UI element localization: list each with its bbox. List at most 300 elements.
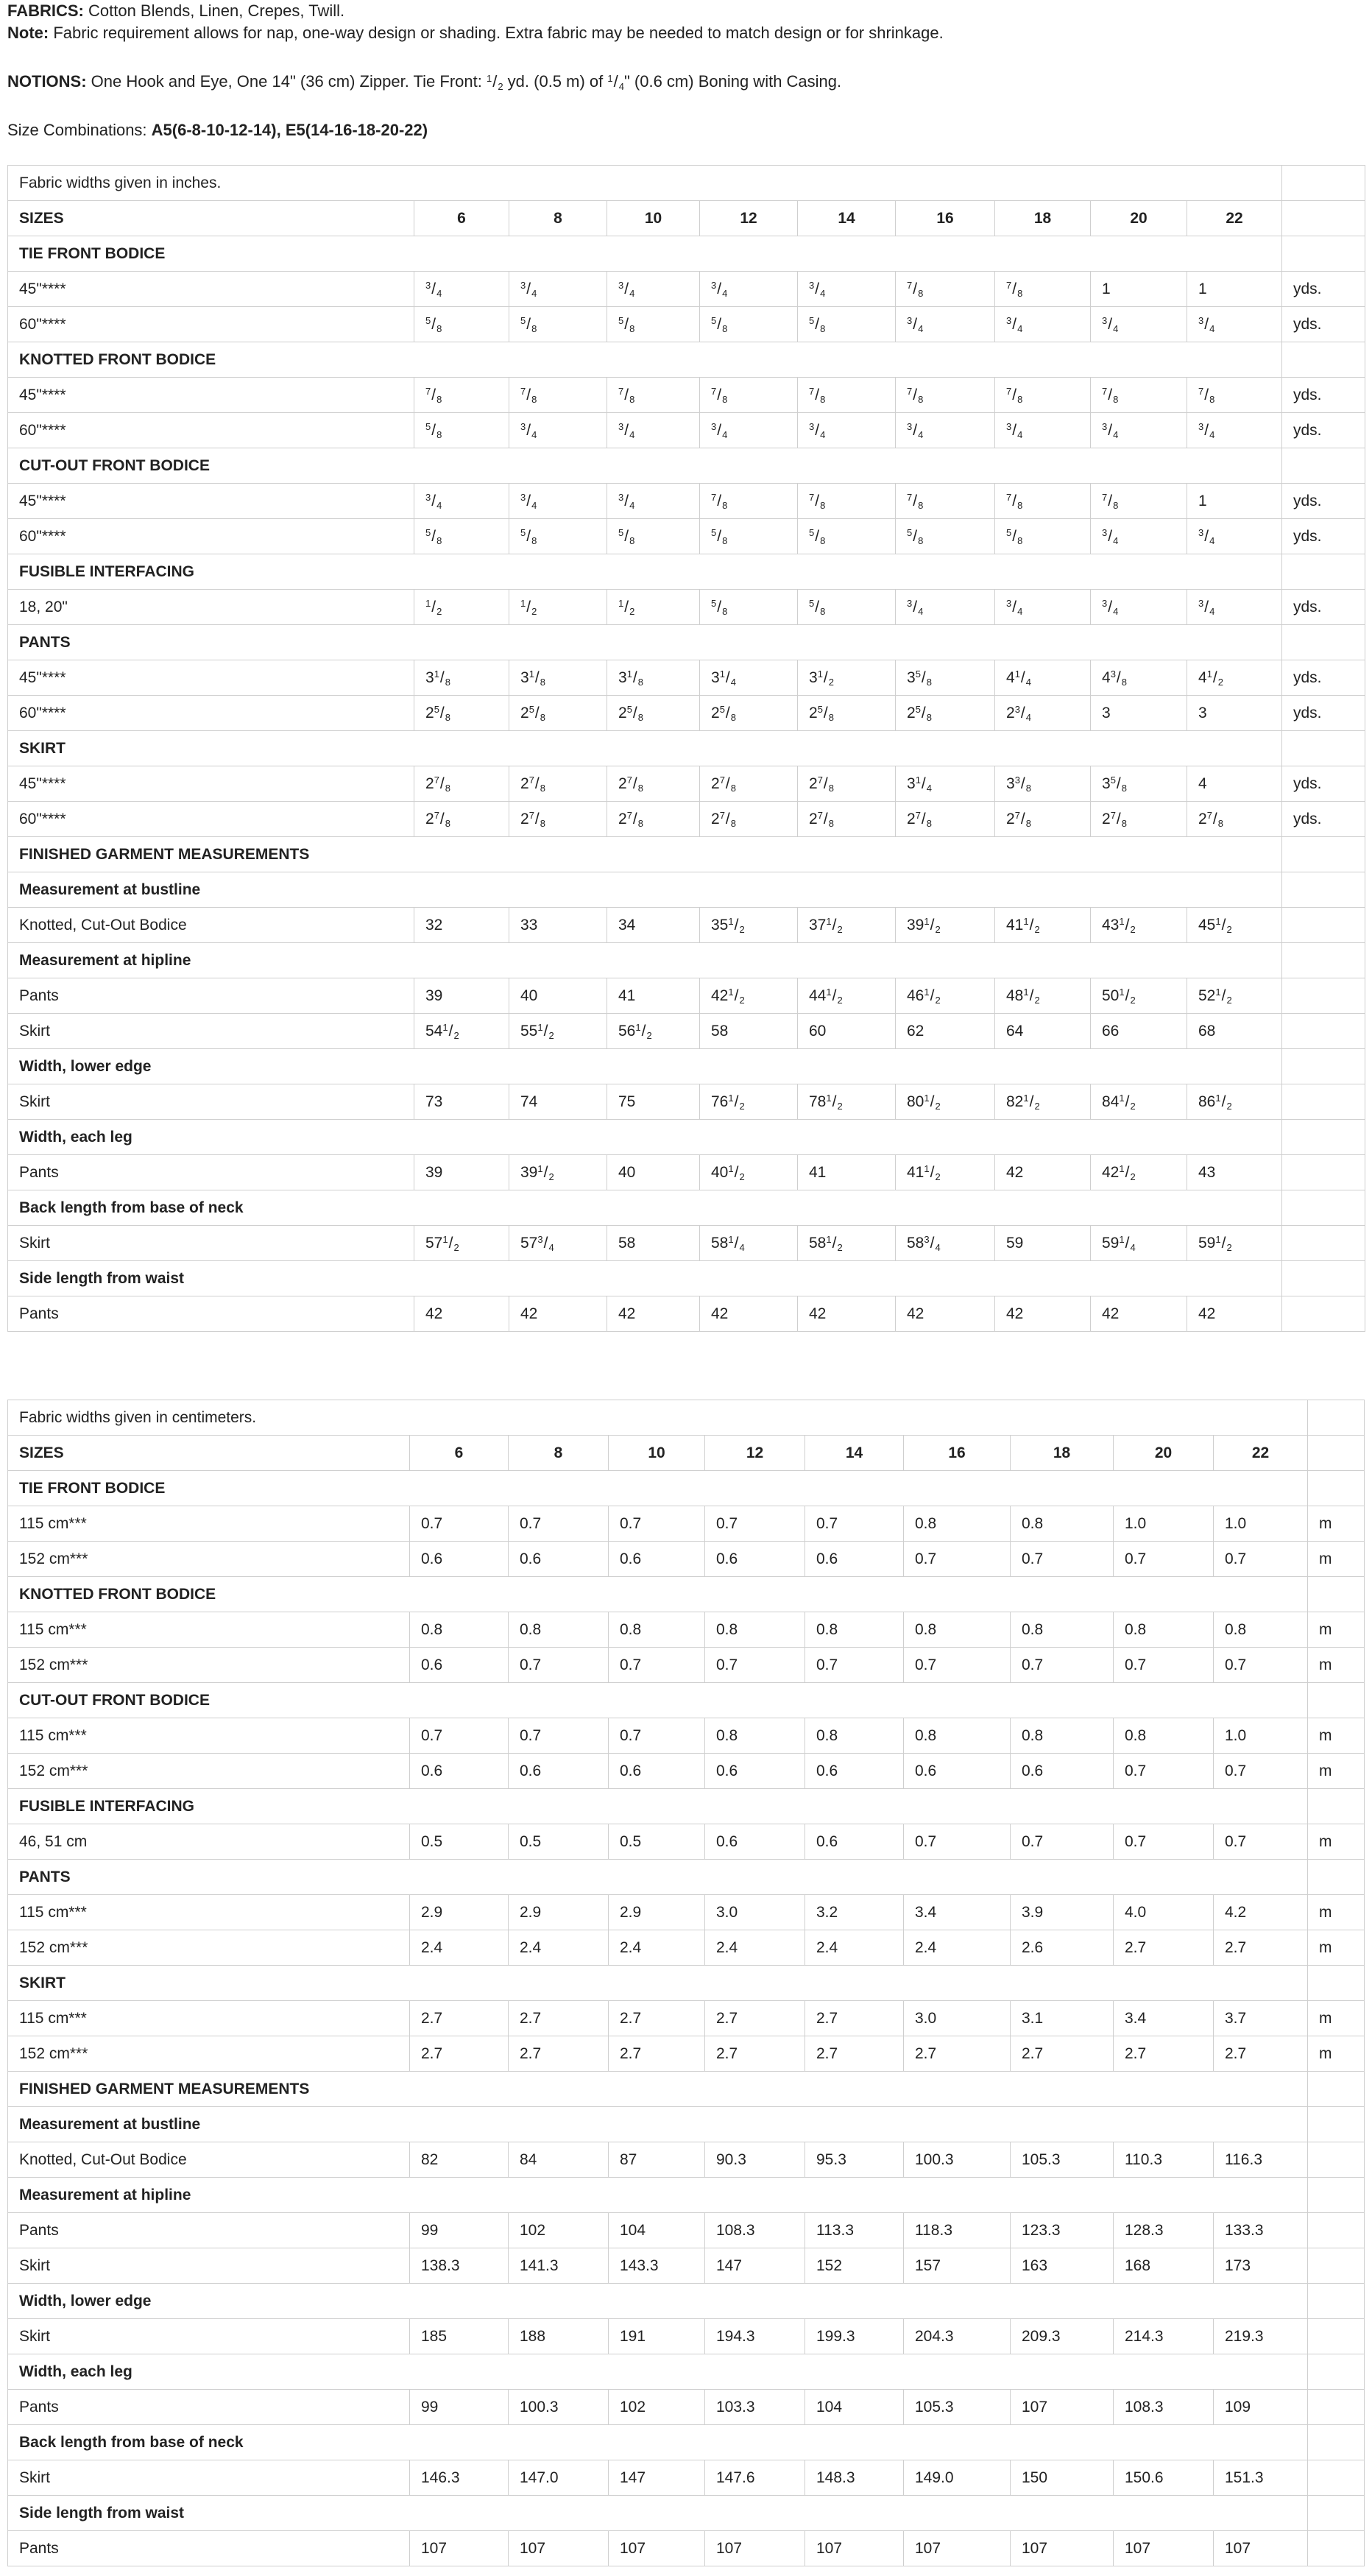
table-cell: $^7/_8$: [509, 378, 607, 413]
table-unit-blank: [1282, 448, 1365, 484]
table-unit-blank: [1308, 1860, 1365, 1895]
table-cell: 0.6: [805, 1824, 904, 1860]
table-cell: $^3/_4$: [798, 272, 896, 307]
table-cell: 0.6: [705, 1824, 805, 1860]
table-cell: $3^1/_4$: [896, 766, 995, 802]
section-title: Back length from base of neck: [8, 2425, 1308, 2460]
table-cell: $82^1/_2$: [995, 1084, 1091, 1120]
table-cell: $3^5/_8$: [1091, 766, 1187, 802]
table-cell: $3^1/_4$: [700, 660, 798, 696]
table-cell: 147: [609, 2460, 705, 2496]
table-cell: 2.7: [1114, 2036, 1214, 2072]
table-cell: $35^1/_2$: [700, 908, 798, 943]
table-cell: 194.3: [705, 2319, 805, 2354]
table-row: [8, 908, 1365, 943]
table-cell: $^3/_4$: [896, 413, 995, 448]
table-cell: 3.0: [904, 2001, 1011, 2036]
table-cell: $41^1/_2$: [896, 1155, 995, 1190]
table-cell: $45^1/_2$: [1187, 908, 1282, 943]
table-cell: $^3/_4$: [509, 413, 607, 448]
table-row: [8, 2142, 1365, 2178]
table-cell: 82: [410, 2142, 509, 2178]
unit-label: yds.: [1282, 307, 1365, 342]
table-cell: $^3/_4$: [414, 484, 509, 519]
table-cell: 0.6: [1011, 1754, 1114, 1789]
table-cell: $^5/_8$: [700, 519, 798, 554]
row-label: Pants: [8, 1155, 414, 1190]
section-row: [8, 1577, 1365, 1612]
table-cell: 3.9: [1011, 1895, 1114, 1930]
size-header-12: 12: [705, 1436, 805, 1471]
table-cell: 204.3: [904, 2319, 1011, 2354]
table-cell: 3.4: [904, 1895, 1011, 1930]
row-label: 60"****: [8, 307, 414, 342]
table-cell: 0.6: [805, 1542, 904, 1577]
table-unit-blank: [1308, 2107, 1365, 2142]
table-cell: $2^7/_8$: [798, 766, 896, 802]
table-cell: 0.6: [410, 1754, 509, 1789]
table-cell: $2^5/_8$: [509, 696, 607, 731]
table-cell: 0.7: [609, 1718, 705, 1754]
unit-label: m: [1308, 2036, 1365, 2072]
size-header-6: 6: [414, 201, 509, 236]
table-note: Fabric widths given in centimeters.: [8, 1400, 1308, 1436]
table-cell: 42: [414, 1296, 509, 1332]
section-title: CUT-OUT FRONT BODICE: [8, 1683, 1308, 1718]
table-cell: 104: [609, 2213, 705, 2248]
table-cell: 87: [609, 2142, 705, 2178]
table-cell: 0.6: [609, 1754, 705, 1789]
table-cell: 62: [896, 1014, 995, 1049]
table-cell: $84^1/_2$: [1091, 1084, 1187, 1120]
table-row: [8, 978, 1365, 1014]
table-row: [8, 2390, 1365, 2425]
table-cell: $^1/_2$: [414, 590, 509, 625]
table-cell: 0.8: [805, 1612, 904, 1648]
table-cell: 58: [607, 1226, 700, 1261]
table-unit-blank: [1308, 2354, 1365, 2390]
table-cell: $^5/_8$: [700, 590, 798, 625]
table-cell: 163: [1011, 2248, 1114, 2284]
table-cell: 3.1: [1011, 2001, 1114, 2036]
table-cell: 2.7: [1114, 1930, 1214, 1966]
table-unit-blank: [1282, 201, 1365, 236]
unit-label: m: [1308, 1542, 1365, 1577]
table-cell: $^3/_4$: [995, 590, 1091, 625]
table-cell: 1.0: [1214, 1506, 1308, 1542]
table-cell: $^7/_8$: [414, 378, 509, 413]
table-cell: $57^3/_4$: [509, 1226, 607, 1261]
section-row: [8, 1789, 1365, 1824]
table-cell: $^3/_4$: [1187, 307, 1282, 342]
table-cell: 173: [1214, 2248, 1308, 2284]
size-header-20: 20: [1114, 1436, 1214, 1471]
table-unit-blank: [1282, 1120, 1365, 1155]
pattern-intro: [0, 0, 1372, 141]
section-title: FUSIBLE INTERFACING: [8, 554, 1282, 590]
table-row: [8, 1226, 1365, 1261]
table-cell: 33: [509, 908, 607, 943]
row-label: Pants: [8, 1296, 414, 1332]
table-cell: 0.5: [609, 1824, 705, 1860]
table-cell: 0.6: [805, 1754, 904, 1789]
table-cell: $4^3/_8$: [1091, 660, 1187, 696]
table-cell: 107: [705, 2531, 805, 2566]
table-cell: 0.6: [509, 1542, 609, 1577]
table-cell: 0.7: [904, 1648, 1011, 1683]
table-unit-blank: [1308, 2531, 1365, 2566]
table-cell: 42: [1091, 1296, 1187, 1332]
section-row: [8, 2072, 1365, 2107]
table-row: [8, 696, 1365, 731]
table-unit-blank: [1308, 1577, 1365, 1612]
table-unit-blank: [1282, 1084, 1365, 1120]
table-cell: 41: [607, 978, 700, 1014]
table-cell: 42: [700, 1296, 798, 1332]
table-cell: 150.6: [1114, 2460, 1214, 2496]
unit-label: m: [1308, 2001, 1365, 2036]
table-row: [8, 1155, 1365, 1190]
table-cell: 0.7: [705, 1506, 805, 1542]
row-label: Knotted, Cut-Out Bodice: [8, 2142, 410, 2178]
table-cell: 42: [1187, 1296, 1282, 1332]
table-cell: 0.7: [509, 1648, 609, 1683]
section-row: [8, 837, 1365, 872]
table-cell: 0.7: [1214, 1648, 1308, 1683]
table-cell: 0.7: [1214, 1542, 1308, 1577]
section-title: Side length from waist: [8, 1261, 1282, 1296]
table-cell: 107: [1114, 2531, 1214, 2566]
table-unit-blank: [1308, 1400, 1365, 1436]
table-cell: $50^1/_2$: [1091, 978, 1187, 1014]
table-cell: $^3/_4$: [995, 307, 1091, 342]
table-cell: 0.8: [1114, 1718, 1214, 1754]
table-cell: 0.7: [1214, 1754, 1308, 1789]
table-cell: $2^7/_8$: [1187, 802, 1282, 837]
table-cell: $^5/_8$: [607, 307, 700, 342]
table-cell: $^3/_4$: [607, 484, 700, 519]
table-cell: $48^1/_2$: [995, 978, 1091, 1014]
table-cell: 0.8: [1114, 1612, 1214, 1648]
table-cell: 0.7: [509, 1506, 609, 1542]
table-cell: 42: [607, 1296, 700, 1332]
table-cell: 0.7: [509, 1718, 609, 1754]
table-cell: 147.0: [509, 2460, 609, 2496]
table-unit-blank: [1282, 1190, 1365, 1226]
table-row: [8, 1542, 1365, 1577]
unit-label: m: [1308, 1895, 1365, 1930]
table-cell: 209.3: [1011, 2319, 1114, 2354]
table-cell: 42: [798, 1296, 896, 1332]
row-label: Pants: [8, 978, 414, 1014]
table-cell: 43: [1187, 1155, 1282, 1190]
table-cell: 0.7: [1011, 1542, 1114, 1577]
table-cell: 34: [607, 908, 700, 943]
row-label: 18, 20": [8, 590, 414, 625]
table-cell: 107: [410, 2531, 509, 2566]
table-cell: $^3/_4$: [607, 272, 700, 307]
table-cell: $2^7/_8$: [509, 802, 607, 837]
table-cell: 0.7: [805, 1506, 904, 1542]
size-header-14: 14: [798, 201, 896, 236]
table-cell: $46^1/_2$: [896, 978, 995, 1014]
table-cell: 0.8: [609, 1612, 705, 1648]
section-row: [8, 1683, 1365, 1718]
table-cell: 3.7: [1214, 2001, 1308, 2036]
table-cell: 3: [1091, 696, 1187, 731]
row-label: 45"****: [8, 378, 414, 413]
section-row: [8, 2107, 1365, 2142]
table-cell: $^5/_8$: [414, 307, 509, 342]
table-cell: 90.3: [705, 2142, 805, 2178]
table-cell: 0.7: [705, 1648, 805, 1683]
table-cell: $^7/_8$: [798, 484, 896, 519]
section-title: SKIRT: [8, 731, 1282, 766]
table-unit-blank: [1282, 166, 1365, 201]
table-cell: $^3/_4$: [1187, 519, 1282, 554]
table-cell: $76^1/_2$: [700, 1084, 798, 1120]
table-unit-blank: [1282, 554, 1365, 590]
section-row: [8, 2354, 1365, 2390]
section-row: [8, 342, 1365, 378]
table-unit-blank: [1308, 1683, 1365, 1718]
table-cell: $^3/_4$: [607, 413, 700, 448]
table-cell: 128.3: [1114, 2213, 1214, 2248]
table-cell: $55^1/_2$: [509, 1014, 607, 1049]
table-cell: $59^1/_2$: [1187, 1226, 1282, 1261]
table-cell: $2^7/_8$: [607, 766, 700, 802]
section-title: TIE FRONT BODICE: [8, 1471, 1308, 1506]
table-cell: $^3/_4$: [1187, 590, 1282, 625]
table-cell: 133.3: [1214, 2213, 1308, 2248]
section-row: [8, 1049, 1365, 1084]
table-cell: $56^1/_2$: [607, 1014, 700, 1049]
section-title: Width, each leg: [8, 2354, 1308, 2390]
table-cell: $^5/_8$: [414, 413, 509, 448]
unit-label: m: [1308, 1612, 1365, 1648]
table-cell: 0.7: [1114, 1754, 1214, 1789]
table-cell: $2^7/_8$: [414, 802, 509, 837]
table-unit-blank: [1308, 2178, 1365, 2213]
table-cell: 118.3: [904, 2213, 1011, 2248]
size-header-18: 18: [1011, 1436, 1114, 1471]
section-row: [8, 625, 1365, 660]
table-unit-blank: [1308, 1789, 1365, 1824]
table-cell: 2.7: [705, 2036, 805, 2072]
row-label: Knotted, Cut-Out Bodice: [8, 908, 414, 943]
table-cell: 1: [1187, 272, 1282, 307]
table-cell: 148.3: [805, 2460, 904, 2496]
row-label: 46, 51 cm: [8, 1824, 410, 1860]
table-cell: 2.4: [509, 1930, 609, 1966]
table-row: [8, 1895, 1365, 1930]
table-row: [8, 2036, 1365, 2072]
table-cell: $3^1/_8$: [509, 660, 607, 696]
table-cell: $2^7/_8$: [607, 802, 700, 837]
size-header-12: 12: [700, 201, 798, 236]
table-cell: 2.7: [1214, 1930, 1308, 1966]
table-unit-blank: [1308, 2284, 1365, 2319]
size-header-14: 14: [805, 1436, 904, 1471]
table-cell: 0.8: [705, 1612, 805, 1648]
table-cell: $^5/_8$: [509, 307, 607, 342]
table-cell: 191: [609, 2319, 705, 2354]
table-unit-blank: [1308, 2425, 1365, 2460]
table-unit-blank: [1308, 1471, 1365, 1506]
table-cell: 3.0: [705, 1895, 805, 1930]
table-cell: 105.3: [1011, 2142, 1114, 2178]
table-cell: 39: [414, 978, 509, 1014]
table-cell: 0.8: [705, 1718, 805, 1754]
table-cell: $52^1/_2$: [1187, 978, 1282, 1014]
row-label: 45"****: [8, 660, 414, 696]
table-row: [8, 590, 1365, 625]
section-row: [8, 2178, 1365, 2213]
section-title: Measurement at bustline: [8, 872, 1282, 908]
row-label: 60"****: [8, 696, 414, 731]
table-cell: $2^7/_8$: [509, 766, 607, 802]
table-cell: 146.3: [410, 2460, 509, 2496]
table-cell: $2^7/_8$: [896, 802, 995, 837]
table-cell: 0.6: [509, 1754, 609, 1789]
table-cell: $54^1/_2$: [414, 1014, 509, 1049]
notions-label: NOTIONS:: [7, 72, 87, 91]
table-row: [8, 1930, 1365, 1966]
table-cell: 40: [509, 978, 607, 1014]
table-row: [8, 272, 1365, 307]
fabric-table-inches: [7, 165, 1365, 1332]
table-unit-blank: [1282, 943, 1365, 978]
table-row: [8, 307, 1365, 342]
size-combinations-value: A5(6-8-10-12-14), E5(14-16-18-20-22): [151, 121, 428, 139]
row-label: 45"****: [8, 766, 414, 802]
row-label: 115 cm***: [8, 1506, 410, 1542]
section-row: [8, 1190, 1365, 1226]
table-row: [8, 484, 1365, 519]
table-row: [8, 2531, 1365, 2566]
table-row: [8, 2213, 1365, 2248]
section-title: FINISHED GARMENT MEASUREMENTS: [8, 837, 1282, 872]
table-cell: $^3/_4$: [1091, 519, 1187, 554]
unit-label: yds.: [1282, 378, 1365, 413]
section-row: [8, 1471, 1365, 1506]
row-label: 45"****: [8, 484, 414, 519]
table-cell: 66: [1091, 1014, 1187, 1049]
table-row: [8, 1754, 1365, 1789]
table-cell: $^7/_8$: [896, 484, 995, 519]
table-cell: $58^1/_2$: [798, 1226, 896, 1261]
table-cell: 109: [1214, 2390, 1308, 2425]
unit-label: yds.: [1282, 413, 1365, 448]
fabric-table-centimeters: [7, 1400, 1365, 2566]
table-cell: 0.6: [410, 1648, 509, 1683]
table-cell: 147.6: [705, 2460, 805, 2496]
row-label: 60"****: [8, 519, 414, 554]
table-cell: 0.8: [1011, 1612, 1114, 1648]
note-line: [7, 22, 1365, 44]
sizes-header-row: [8, 201, 1365, 236]
table-cell: 0.7: [1214, 1824, 1308, 1860]
table-cell: $^7/_8$: [700, 484, 798, 519]
table-cell: 0.7: [805, 1648, 904, 1683]
table-cell: $^5/_8$: [798, 307, 896, 342]
table-unit-blank: [1282, 837, 1365, 872]
table-cell: 0.8: [1011, 1718, 1114, 1754]
unit-label: yds.: [1282, 519, 1365, 554]
table-cell: $4^1/_2$: [1187, 660, 1282, 696]
table-cell: $^7/_8$: [995, 378, 1091, 413]
section-row: [8, 2425, 1365, 2460]
table-cell: 157: [904, 2248, 1011, 2284]
table-cell: 107: [904, 2531, 1011, 2566]
table-cell: 107: [1011, 2390, 1114, 2425]
table-cell: $^3/_4$: [798, 413, 896, 448]
section-title: KNOTTED FRONT BODICE: [8, 342, 1282, 378]
table-cell: 199.3: [805, 2319, 904, 2354]
table-unit-blank: [1282, 236, 1365, 272]
table-cell: 42: [995, 1296, 1091, 1332]
table-cell: 32: [414, 908, 509, 943]
row-label: 115 cm***: [8, 1612, 410, 1648]
table-cell: 0.8: [904, 1718, 1011, 1754]
row-label: 45"****: [8, 272, 414, 307]
table-cell: $^5/_8$: [700, 307, 798, 342]
table-cell: 0.8: [904, 1612, 1011, 1648]
fabrics-line: [7, 0, 1365, 22]
table-cell: 100.3: [904, 2142, 1011, 2178]
row-label: 60"****: [8, 802, 414, 837]
table-cell: $^7/_8$: [1091, 484, 1187, 519]
row-label: Pants: [8, 2390, 410, 2425]
table-row: [8, 1824, 1365, 1860]
unit-label: yds.: [1282, 272, 1365, 307]
size-header-8: 8: [509, 1436, 609, 1471]
table-cell: $41^1/_2$: [995, 908, 1091, 943]
table-cell: $^7/_8$: [995, 484, 1091, 519]
section-row: [8, 2496, 1365, 2531]
table-cell: 2.4: [805, 1930, 904, 1966]
table-cell: 110.3: [1114, 2142, 1214, 2178]
size-header-16: 16: [896, 201, 995, 236]
table-cell: $37^1/_2$: [798, 908, 896, 943]
table-cell: 0.5: [410, 1824, 509, 1860]
table-cell: 104: [805, 2390, 904, 2425]
unit-label: yds.: [1282, 660, 1365, 696]
table-cell: $3^5/_8$: [896, 660, 995, 696]
table-cell: 0.7: [410, 1718, 509, 1754]
table-cell: 108.3: [1114, 2390, 1214, 2425]
table-cell: $^3/_4$: [1091, 590, 1187, 625]
table-cell: 42: [509, 1296, 607, 1332]
section-row: [8, 448, 1365, 484]
table-unit-blank: [1282, 978, 1365, 1014]
table-cell: $39^1/_2$: [896, 908, 995, 943]
fabrics-text: Cotton Blends, Linen, Crepes, Twill.: [83, 1, 345, 20]
table-cell: 103.3: [705, 2390, 805, 2425]
table-cell: 102: [509, 2213, 609, 2248]
table-cell: $42^1/_2$: [1091, 1155, 1187, 1190]
section-title: Measurement at bustline: [8, 2107, 1308, 2142]
section-title: TIE FRONT BODICE: [8, 236, 1282, 272]
table-cell: 123.3: [1011, 2213, 1114, 2248]
unit-label: yds.: [1282, 696, 1365, 731]
table-row: [8, 1296, 1365, 1332]
table-unit-blank: [1282, 625, 1365, 660]
table-cell: 214.3: [1114, 2319, 1214, 2354]
row-label: Skirt: [8, 2319, 410, 2354]
note-text: Fabric requirement allows for nap, one-way design or shading. Extra fabric may be needed to match design or for shrinkage.: [49, 24, 944, 42]
table-cell: $^3/_4$: [896, 590, 995, 625]
